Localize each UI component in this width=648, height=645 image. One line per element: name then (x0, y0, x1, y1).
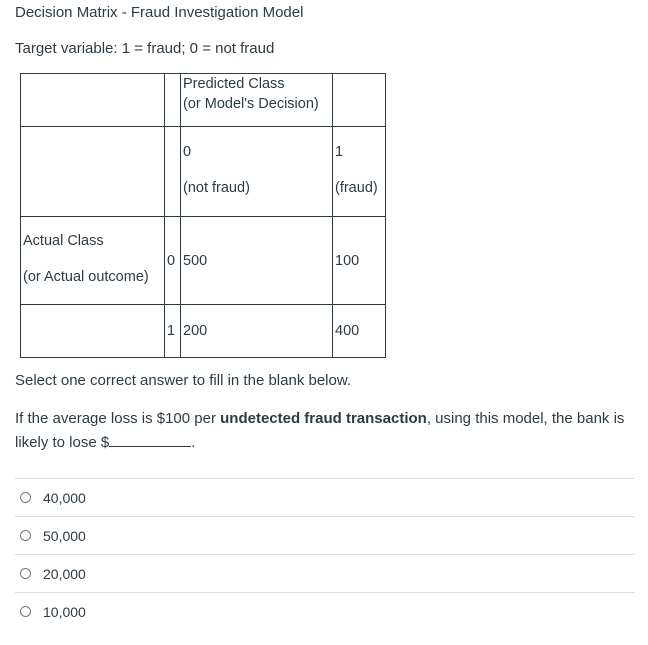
question-text (15, 407, 640, 455)
question-end: . (191, 434, 196, 451)
pred0-header (181, 127, 333, 217)
option-label[interactable]: 40,000 (43, 489, 86, 506)
pred0-value: 0 (183, 144, 192, 160)
answer-options (15, 478, 635, 630)
option-label[interactable]: 50,000 (43, 527, 86, 544)
target-variable-text: Target variable: 1 = fraud; 0 = not fraud (15, 40, 275, 57)
option-label[interactable]: 10,000 (43, 603, 86, 620)
matrix-empty-cell (21, 305, 165, 358)
pred0-label: (not fraud) (183, 180, 250, 196)
question-bold: undetected fraud transaction (220, 410, 427, 427)
option-label[interactable]: 20,000 (43, 565, 86, 582)
table-row (21, 74, 386, 127)
cell-actual1-pred1: 400 (333, 305, 386, 358)
actual-class-label: Actual Class (23, 233, 104, 249)
cell-actual0-pred1: 100 (333, 217, 386, 305)
answer-blank (109, 432, 191, 447)
matrix-empty-cell (165, 74, 181, 127)
answer-option[interactable] (15, 478, 635, 516)
table-row (21, 305, 386, 358)
radio-button[interactable] (20, 568, 31, 579)
matrix-corner-cell (21, 74, 165, 127)
question-after: , using this model, the bank is likely to lose $ (15, 410, 625, 451)
actual-class-sublabel: (or Actual outcome) (23, 269, 149, 285)
matrix-empty-cell (165, 127, 181, 217)
predicted-class-sublabel: (or Model's Decision) (183, 96, 319, 112)
pred1-value: 1 (335, 144, 344, 160)
pred1-label: (fraud) (335, 180, 378, 196)
predicted-class-header (181, 74, 333, 127)
table-row (21, 127, 386, 217)
matrix-empty-cell (333, 74, 386, 127)
matrix-empty-cell (21, 127, 165, 217)
table-row (21, 217, 386, 305)
cell-actual1-pred0: 200 (181, 305, 333, 358)
answer-option[interactable] (15, 592, 635, 630)
radio-button[interactable] (20, 606, 31, 617)
actual-class-header (21, 217, 165, 305)
instruction-text: Select one correct answer to fill in the blank below. (15, 372, 352, 389)
answer-option[interactable] (15, 554, 635, 592)
actual-class-1: 1 (165, 305, 181, 358)
predicted-class-label: Predicted Class (183, 76, 285, 92)
cell-actual0-pred0: 500 (181, 217, 333, 305)
decision-matrix-table (20, 73, 386, 358)
question-before: If the average loss is $100 per (15, 410, 221, 427)
page-title: Decision Matrix - Fraud Investigation Model (15, 4, 304, 21)
answer-option[interactable] (15, 516, 635, 554)
pred1-header (333, 127, 386, 217)
radio-button[interactable] (20, 492, 31, 503)
radio-button[interactable] (20, 530, 31, 541)
actual-class-0: 0 (165, 217, 181, 305)
